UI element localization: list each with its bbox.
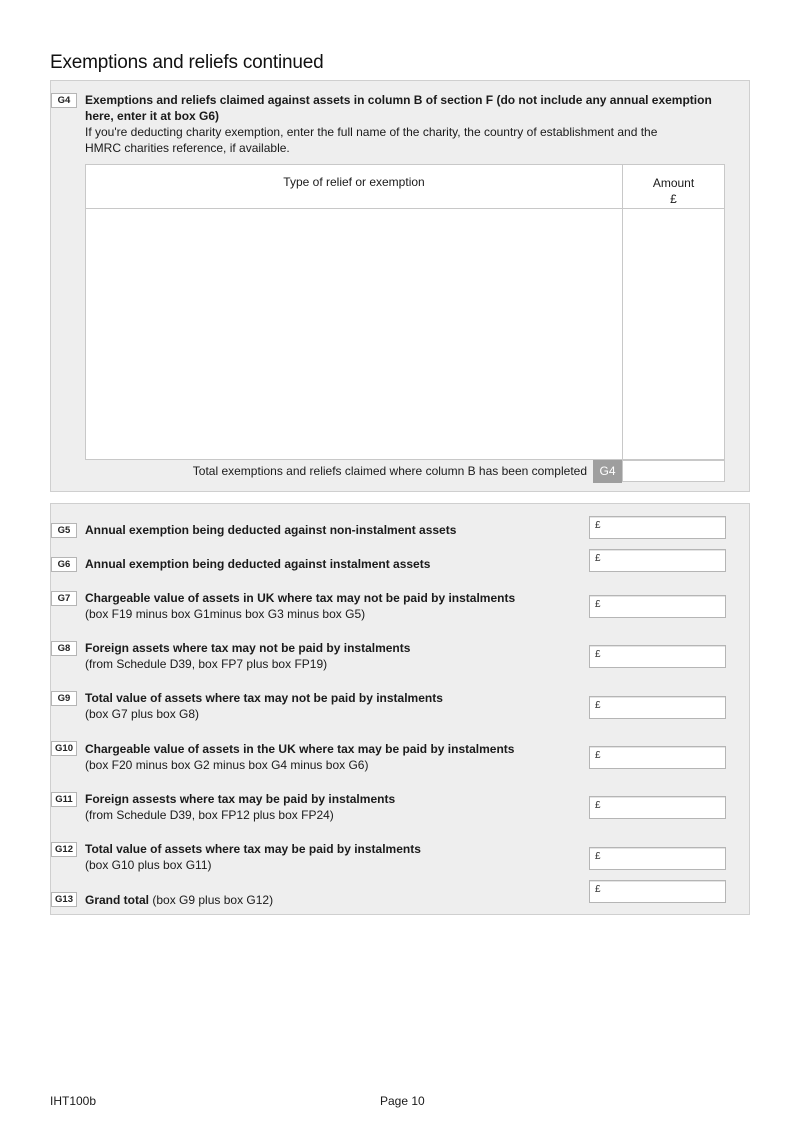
question-g10-title: Chargeable value of assets in the UK where tax may be paid by instalments xyxy=(85,742,515,756)
currency-symbol: £ xyxy=(595,649,601,660)
box-label-g9: G9 xyxy=(51,691,77,706)
question-g11-title: Foreign assests where tax may be paid by instalments xyxy=(85,792,396,806)
column-header-amount-label: Amount xyxy=(652,176,695,190)
question-g7-title: Chargeable value of assets in UK where tax may not be paid by instalments xyxy=(85,591,516,605)
question-g10 xyxy=(85,741,565,773)
column-header-amount xyxy=(623,175,724,207)
question-g5-title: Annual exemption being deducted against non-instalment assets xyxy=(85,523,457,537)
currency-symbol: £ xyxy=(595,700,601,711)
question-g7 xyxy=(85,590,565,622)
question-g8 xyxy=(85,640,565,672)
question-g5 xyxy=(85,522,565,538)
question-g13-title: Grand total xyxy=(85,893,150,907)
question-g13-subtext: (box G9 plus box G12) xyxy=(149,893,274,907)
currency-symbol: £ xyxy=(595,520,601,531)
question-g9-title: Total value of assets where tax may not be paid by instalments xyxy=(85,691,443,705)
total-label: Total exemptions and reliefs claimed where column B has been completed xyxy=(192,464,587,478)
g4-question-note: If you're deducting charity exemption, enter the full name of the charity, the country of establishment and the HMRC charities reference, if available. xyxy=(85,125,658,155)
box-label-g13: G13 xyxy=(51,892,77,907)
question-g13 xyxy=(85,892,565,908)
currency-symbol: £ xyxy=(595,599,601,610)
g10-amount-input[interactable] xyxy=(589,746,726,769)
g4-question-title: Exemptions and reliefs claimed against assets in column B of section F (do not include any annual exemption here, enter it at box G6) xyxy=(85,93,712,123)
question-g9 xyxy=(85,690,565,722)
relief-table xyxy=(85,164,725,483)
question-g6 xyxy=(85,556,565,572)
currency-symbol: £ xyxy=(595,553,601,564)
total-row xyxy=(85,459,725,483)
column-header-amount-unit: £ xyxy=(670,192,677,206)
page-number: Page 10 xyxy=(380,1094,425,1108)
question-g12-subtext: (box G10 plus box G11) xyxy=(85,858,212,872)
total-box-tag: G4 xyxy=(593,460,622,483)
g6-amount-input[interactable] xyxy=(589,549,726,572)
question-g12 xyxy=(85,841,565,873)
g12-amount-input[interactable] xyxy=(589,847,726,870)
currency-symbol: £ xyxy=(595,800,601,811)
g5-amount-input[interactable] xyxy=(589,516,726,539)
g13-amount-input[interactable] xyxy=(589,880,726,903)
page-title: Exemptions and reliefs continued xyxy=(50,52,324,73)
g11-amount-input[interactable] xyxy=(589,796,726,819)
question-g10-subtext: (box F20 minus box G2 minus box G4 minus box G6) xyxy=(85,758,369,772)
question-g7-subtext: (box F19 minus box G1minus box G3 minus box G5) xyxy=(85,607,366,621)
question-g6-title: Annual exemption being deducted against instalment assets xyxy=(85,557,431,571)
g7-amount-input[interactable] xyxy=(589,595,726,618)
question-g12-title: Total value of assets where tax may be paid by instalments xyxy=(85,842,421,856)
currency-symbol: £ xyxy=(595,884,601,895)
box-label-g12: G12 xyxy=(51,842,77,857)
currency-symbol: £ xyxy=(595,851,601,862)
box-label-g7: G7 xyxy=(51,591,77,606)
box-label-g6: G6 xyxy=(51,557,77,572)
question-g11 xyxy=(85,791,565,823)
g4-section xyxy=(50,80,750,492)
g9-amount-input[interactable] xyxy=(589,696,726,719)
question-g8-title: Foreign assets where tax may not be paid by instalments xyxy=(85,641,411,655)
question-g9-subtext: (box G7 plus box G8) xyxy=(85,707,200,721)
form-code: IHT100b xyxy=(50,1094,97,1108)
box-label-g5: G5 xyxy=(51,523,77,538)
g8-amount-input[interactable] xyxy=(589,645,726,668)
g4-question xyxy=(85,92,715,156)
currency-symbol: £ xyxy=(595,750,601,761)
box-label-g8: G8 xyxy=(51,641,77,656)
box-label-g11: G11 xyxy=(51,792,77,807)
question-g8-subtext: (from Schedule D39, box FP7 plus box FP19) xyxy=(85,657,328,671)
column-header-type: Type of relief or exemption xyxy=(283,175,425,189)
relief-type-entry-area[interactable] xyxy=(86,209,622,459)
box-label-g4: G4 xyxy=(51,93,77,108)
question-g11-subtext: (from Schedule D39, box FP12 plus box FP24) xyxy=(85,808,334,822)
box-label-g10: G10 xyxy=(51,741,77,756)
g5-g13-section xyxy=(50,503,750,915)
relief-amount-entry-area[interactable] xyxy=(623,209,724,459)
g4-total-input[interactable] xyxy=(622,460,725,482)
